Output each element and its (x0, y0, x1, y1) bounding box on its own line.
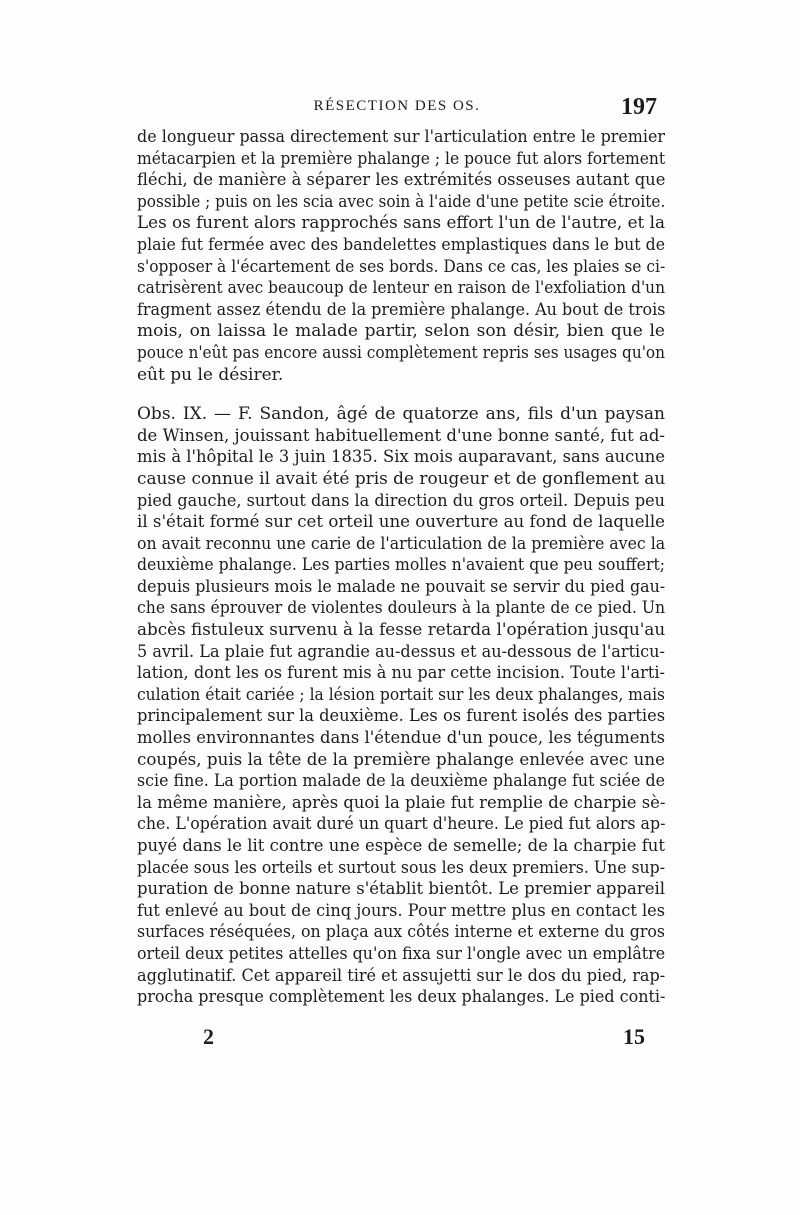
text-line: fléchi, de manière à séparer les extrémités osseuses autant que (137, 170, 666, 191)
text-line: placée sous les orteils et surtout sous les deux premiers. Une sup- (137, 857, 666, 878)
text-line: principalement sur la deuxième. Les os furent isolés des parties (137, 706, 666, 727)
text-line: pouce n'eût pas encore aussi complètement repris ses usages qu'on (137, 342, 665, 363)
text-line: puyé dans le lit contre une espèce de semelle; de la charpie fut (137, 836, 665, 856)
text-line: plaie fut fermée avec des bandelettes emplastiques dans le but de (137, 234, 666, 255)
text-line: 5 avril. La plaie fut agrandie au-dessus et au-dessous de l'articu- (137, 641, 665, 662)
sheet-number: 15 (623, 1024, 645, 1049)
text-line: molles environnantes dans l'étendue d'un pouce, les téguments (137, 728, 665, 749)
signature-mark: 2 (203, 1024, 214, 1049)
text-line: de Winsen, jouissant habituellement d'une bonne santé, fut ad- (137, 425, 666, 446)
text-line: culation était cariée ; la lésion portait sur les deux phalanges, mais (137, 684, 665, 705)
text-line: che sans éprouver de violentes douleurs à la plante de ce pied. Un (137, 598, 666, 619)
paragraph-continuation (137, 127, 665, 386)
text-line: la même manière, après quoi la plaie fut remplie de charpie sè- (137, 792, 666, 813)
text-line: lation, dont les os furent mis à nu par cette incision. Toute l'arti- (137, 663, 665, 684)
text-line: Les os furent alors rapprochés sans effort l'un de l'autre, et la (137, 213, 665, 234)
paragraph-observation-ix (137, 404, 665, 1009)
text-line: agglutinatif. Cet appareil tiré et assujetti sur le dos du pied, rap- (137, 965, 666, 986)
text-line: che. L'opération avait duré un quart d'heure. Le pied fut alors ap- (137, 814, 666, 835)
text-line: de longueur passa directement sur l'articulation entre le premier (137, 127, 666, 147)
text-line: il s'était formé sur cet orteil une ouverture au fond de laquelle (137, 512, 666, 533)
paragraph-gap (137, 386, 665, 404)
text-line: abcès fistuleux survenu à la fesse retarda l'opération jusqu'au (137, 620, 666, 641)
page-number: 197 (621, 94, 657, 120)
text-line: depuis plusieurs mois le malade ne pouvait se servir du pied gau- (137, 576, 666, 597)
text-line: surfaces réséquées, on plaça aux côtés interne et externe du gros (137, 922, 666, 943)
text-line: eût pu le désirer. (137, 364, 284, 385)
text-line: orteil deux petites attelles qu'on fixa sur l'ongle avec un emplâtre (137, 943, 666, 964)
text-line: cause connue il avait été pris de rougeur et de gonflement au (137, 468, 666, 489)
text-line: on avait reconnu une carie de l'articulation de la première avec la (137, 533, 666, 554)
text-line: possible ; puis on les scia avec soin à l'aide d'une petite scie étroite. (137, 191, 666, 212)
text-line: s'opposer à l'écartement de ses bords. Dans ce cas, les plaies se ci- (137, 256, 666, 277)
text-line: Obs. IX. — F. Sandon, âgé de quatorze ans, fils d'un paysan (137, 404, 665, 425)
text-line: mois, on laissa le malade partir, selon son désir, bien que le (137, 321, 665, 342)
running-head (137, 96, 657, 124)
text-line: scie fine. La portion malade de la deuxième phalange fut sciée de (137, 771, 666, 792)
text-line: coupés, puis la tête de la première phalange enlevée avec une (137, 749, 665, 770)
text-line: pied gauche, surtout dans la direction du gros orteil. Depuis peu (137, 490, 665, 511)
text-line: deuxième phalange. Les parties molles n'avaient que peu souffert; (137, 555, 666, 576)
text-line: fragment assez étendu de la première phalange. Au bout de trois (137, 299, 666, 320)
text-line: puration de bonne nature s'établit bientôt. Le premier appareil (137, 879, 665, 900)
running-title: RÉSECTION DES OS. (313, 98, 481, 114)
text-line: mis à l'hôpital le 3 juin 1835. Six mois auparavant, sans aucune (137, 447, 666, 468)
body-text (137, 127, 665, 1009)
text-line: procha presque complètement les deux phalanges. Le pied conti- (137, 987, 666, 1008)
text-line: métacarpien et la première phalange ; le pouce fut alors fortement (137, 148, 666, 169)
text-line: catrisèrent avec beaucoup de lenteur en raison de l'exfoliation d'un (137, 278, 665, 299)
text-line: fut enlevé au bout de cinq jours. Pour mettre plus en contact les (137, 900, 666, 921)
page-footer (137, 1024, 665, 1052)
